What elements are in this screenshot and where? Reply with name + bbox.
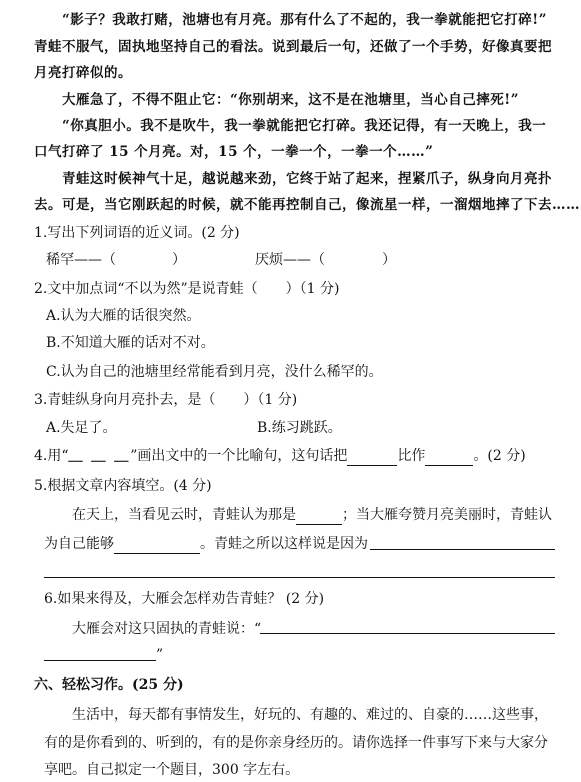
passage-line: 去。可是，当它刚跃起的时候，就不能再控制自己，像流星一样，一溜烟地摔了下去…… bbox=[34, 197, 580, 213]
q6-answer-line-2[interactable] bbox=[44, 660, 156, 661]
q6-close-quote: ” bbox=[156, 647, 164, 663]
q5-line-2 bbox=[44, 534, 368, 554]
question-1-title: 1.写出下列词语的近义词。(2 分) bbox=[34, 225, 240, 241]
q3-option-a: A.失足了。 bbox=[46, 420, 117, 436]
passage-line: 青蛙这时候神气十足，越说越来劲，它终于站了起来，捏紧爪子，纵身向月亮扑 bbox=[62, 171, 552, 187]
passage-line: 大雁急了，不得不阻止它：“你别胡来，这不是在池塘里，当心自己摔死!” bbox=[62, 92, 519, 108]
q4-blank-2[interactable] bbox=[425, 451, 473, 466]
passage-line: “影子？我敢打赌，池塘也有月亮。那有什么了不起的，我一拳就能把它打碎!” bbox=[62, 12, 547, 28]
question-5-title: 5.根据文章内容填空。(4 分) bbox=[34, 478, 212, 494]
q2-option-b: B.不知道大雁的话对不对。 bbox=[46, 335, 215, 351]
q5-line-2-prefix: 为自己能够 bbox=[44, 536, 114, 552]
section-6-title: 六、轻松习作。(25 分) bbox=[34, 677, 184, 693]
q4-prefix: 4.用“ bbox=[34, 448, 69, 464]
q1-close-1: ） bbox=[172, 252, 186, 268]
passage-line: “你真胆小。我不是吹牛，我一拳就能把它打碎。我还记得，有一天晚上，我一 bbox=[62, 118, 547, 134]
q6-line-1: 大雁会对这只固执的青蛙说：“ bbox=[72, 621, 262, 637]
q5-answer-line[interactable] bbox=[44, 577, 555, 578]
q5-blank-3[interactable] bbox=[370, 549, 555, 550]
q4-blank-1[interactable] bbox=[347, 451, 397, 466]
writing-prompt-line: 享吧。自己拟定一个题目，300 字左右。 bbox=[44, 762, 300, 778]
q4-dash-marker: ＿ ＿ ＿ bbox=[68, 448, 131, 464]
q5-line-1-middle: ；当大雁夸赞月亮美丽时，青蛙认 bbox=[342, 507, 552, 523]
passage-line: 青蛙不服气，固执地坚持自己的看法。说到最后一句，还做了一个手势，好像真要把 bbox=[34, 39, 552, 55]
q4-middle: ”画出文中的一个比喻句，这句话把 bbox=[130, 448, 348, 464]
q5-blank-2[interactable] bbox=[114, 539, 200, 554]
q2-option-c: C.认为自己的池塘里经常能看到月亮，没什么稀罕的。 bbox=[46, 364, 383, 380]
question-6-title: 6.如果来得及，大雁会怎样劝告青蛙？ (2 分) bbox=[44, 591, 325, 607]
q1-word-2: 厌烦——（ bbox=[255, 252, 325, 268]
q4-end: 。(2 分) bbox=[473, 448, 526, 464]
passage-line: 月亮打碎似的。 bbox=[34, 65, 132, 81]
q5-blank-1[interactable] bbox=[296, 510, 342, 525]
q5-line-1-prefix: 在天上，当看见云时，青蛙认为那是 bbox=[72, 507, 296, 523]
question-3-title: 3.青蛙纵身向月亮扑去，是（ ）（1 分) bbox=[34, 392, 298, 408]
writing-prompt-line: 有的是你看到的、听到的，有的是你亲身经历的。请你选择一件事写下来与大家分 bbox=[44, 735, 548, 751]
question-2-title: 2.文中加点词“不以为然”是说青蛙（ ）（1 分) bbox=[34, 281, 340, 297]
q1-close-2: ） bbox=[382, 252, 396, 268]
q5-line-1 bbox=[72, 505, 552, 525]
passage-line: 口气打碎了 15 个月亮。对，15 个，一拳一个，一拳一个……” bbox=[34, 144, 434, 160]
question-4 bbox=[34, 446, 526, 466]
q2-option-a: A.认为大雁的话很突然。 bbox=[46, 308, 201, 324]
q4-middle-2: 比作 bbox=[397, 448, 426, 464]
q5-line-2-middle: 。青蛙之所以这样说是因为 bbox=[200, 536, 368, 552]
q1-word-1: 稀罕——（ bbox=[46, 252, 116, 268]
q6-answer-line-1[interactable] bbox=[260, 633, 555, 634]
writing-prompt-line: 生活中，每天都有事情发生，好玩的、有趣的、难过的、自豪的……这些事， bbox=[72, 707, 548, 723]
q3-option-b: B.练习跳跃。 bbox=[257, 420, 342, 436]
